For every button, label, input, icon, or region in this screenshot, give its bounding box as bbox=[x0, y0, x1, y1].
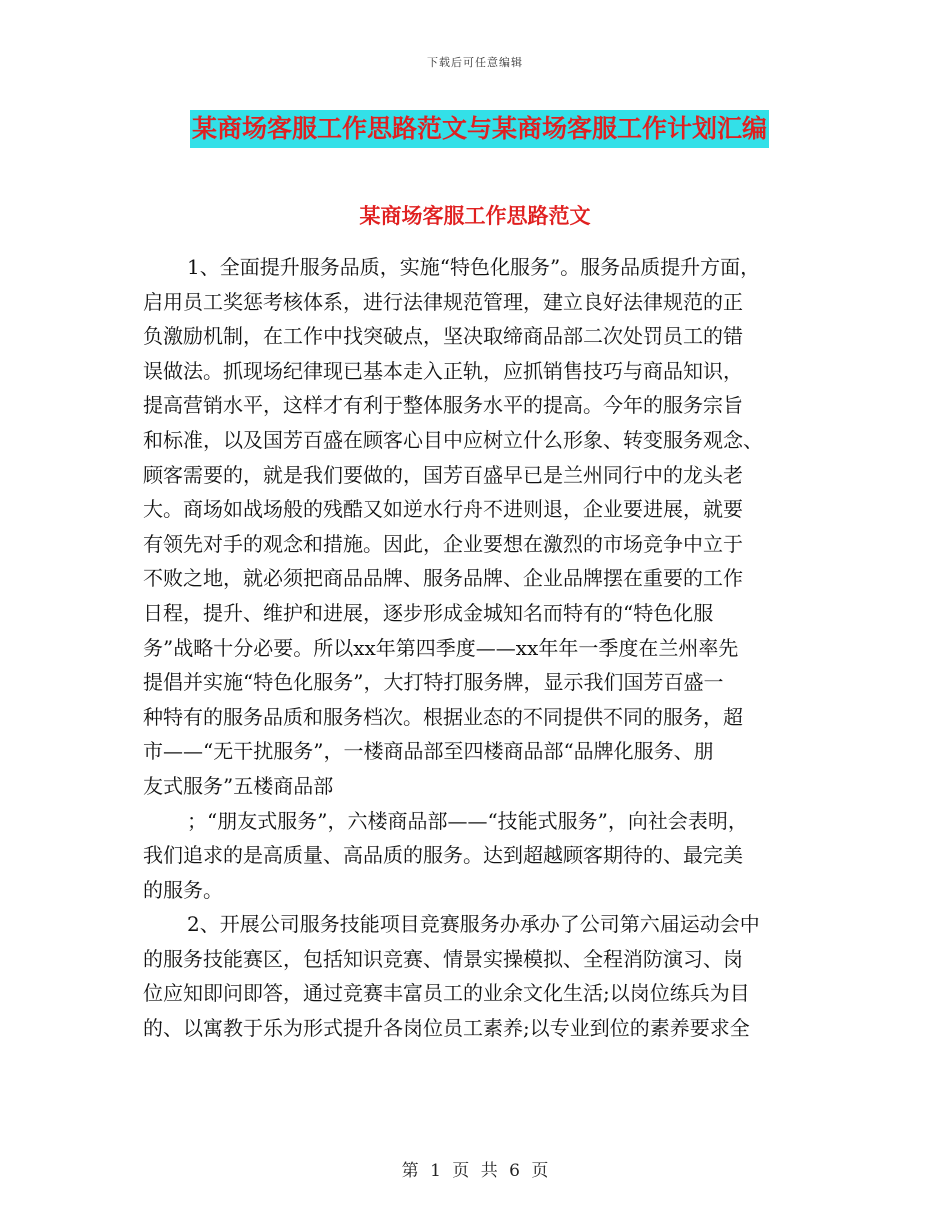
paragraph-line: 我们追求的是高质量、高品质的服务。达到超越顾客期待的、最完美 bbox=[143, 843, 743, 868]
paragraph-line: 启用员工奖惩考核体系，进行法律规范管理，建立良好法律规范的正 bbox=[143, 289, 743, 314]
paragraph-line: 务”战略十分必要。所以xx年第四季度——xx年年一季度在兰州率先 bbox=[143, 635, 739, 660]
paragraph-line: 的服务。 bbox=[143, 877, 223, 902]
paragraph-line: ；“朋友式服务”，六楼商品部——“技能式服务”，向社会表明， bbox=[187, 808, 748, 833]
page-number-footer: 第 1 页 共 6 页 bbox=[401, 1161, 549, 1181]
paragraph-line: 种特有的服务品质和服务档次。根据业态的不同提供不同的服务，超 bbox=[143, 704, 743, 729]
paragraph-line: 友式服务”五楼商品部 bbox=[143, 773, 334, 798]
paragraph-line: 误做法。抓现场纪律现已基本走入正轨，应抓销售技巧与商品知识， bbox=[143, 358, 743, 383]
paragraph-line: 提高营销水平，这样才有利于整体服务水平的提高。今年的服务宗旨 bbox=[143, 393, 743, 418]
paragraph-line: 的服务技能赛区，包括知识竞赛、情景实操模拟、全程消防演习、岗 bbox=[143, 946, 743, 971]
paragraph-line: 1、全面提升服务品质，实施“特色化服务”。服务品质提升方面， bbox=[187, 255, 761, 279]
document-body bbox=[143, 250, 823, 1046]
paragraph-line: 市——“无干扰服务”，一楼商品部至四楼商品部“品牌化服务、朋 bbox=[143, 739, 714, 764]
paragraph-line: 日程，提升、维护和进展，逐步形成金城知名而特有的“特色化服 bbox=[143, 600, 714, 625]
paragraph-line: 和标准，以及国芳百盛在顾客心目中应树立什么形象、转变服务观念、 bbox=[143, 427, 763, 452]
paragraph-line: 提倡并实施“特色化服务”，大打特打服务牌，显示我们国芳百盛一 bbox=[143, 670, 724, 695]
paragraph-line: 大。商场如战场般的残酷又如逆水行舟不进则退，企业要进展，就要 bbox=[143, 497, 743, 522]
paragraph-line: 的、以寓教于乐为形式提升各岗位员工素养;以专业到位的素养要求全 bbox=[143, 1016, 750, 1041]
paragraph-line: 2、开展公司服务技能项目竞赛服务办承办了公司第六届运动会中 bbox=[187, 912, 760, 937]
paragraph-line: 顾客需要的，就是我们要做的，国芳百盛早已是兰州同行中的龙头老 bbox=[143, 462, 743, 487]
paragraph-line: 负激励机制，在工作中找突破点，坚决取缔商品部二次处罚员工的错 bbox=[143, 324, 743, 349]
section-title: 某商场客服工作思路范文 bbox=[359, 204, 591, 228]
paragraph-line: 有领先对手的观念和措施。因此，企业要想在激烈的市场竞争中立于 bbox=[143, 531, 743, 556]
document-title: 某商场客服工作思路范文与某商场客服工作计划汇编 bbox=[190, 110, 769, 148]
paragraph-line: 不败之地，就必须把商品品牌、服务品牌、企业品牌摆在重要的工作 bbox=[143, 566, 743, 591]
paragraph-line: 位应知即问即答，通过竞赛丰富员工的业余文化生活;以岗位练兵为目 bbox=[143, 981, 750, 1006]
page-header-note: 下载后可任意编辑 bbox=[427, 56, 523, 69]
